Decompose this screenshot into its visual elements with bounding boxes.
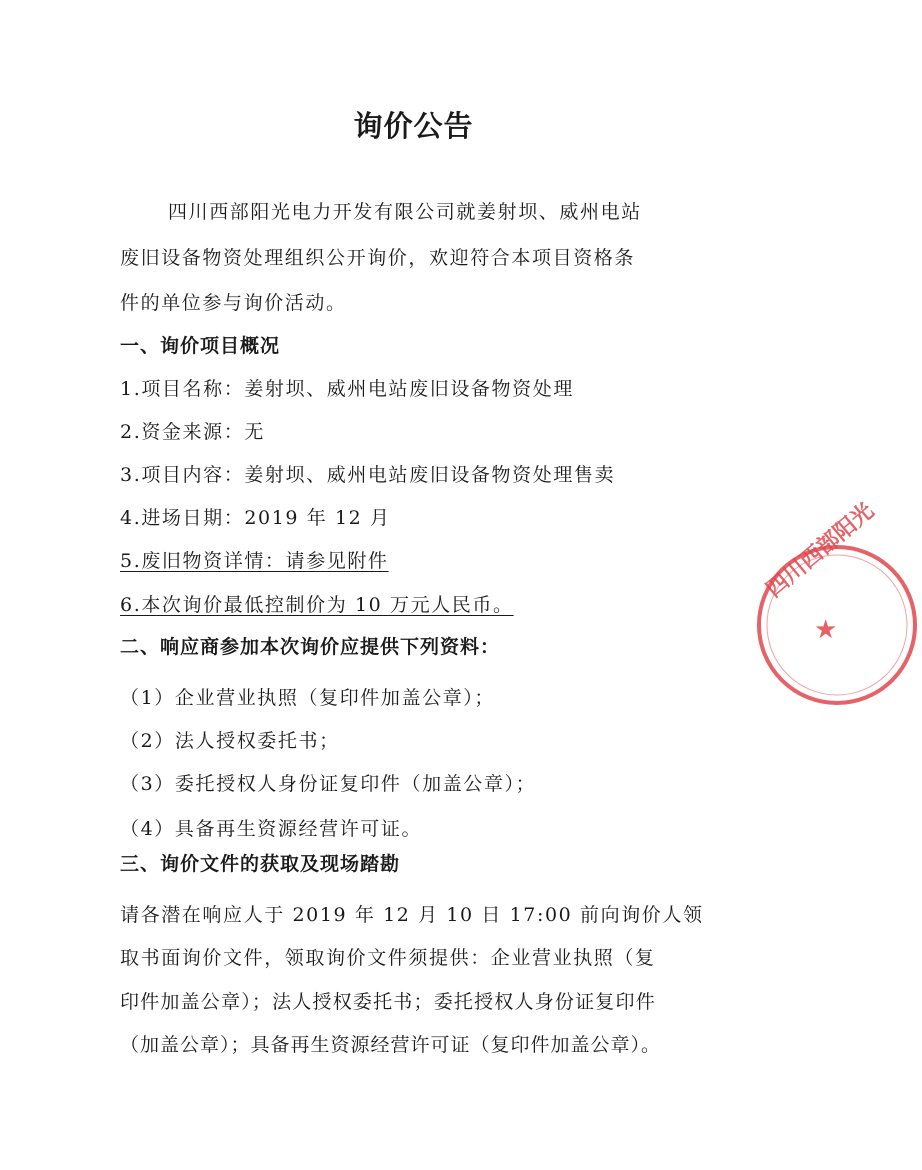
page-title: 询价公告 [353,109,474,143]
section-heading-materials: 二、响应商参加本次询价应提供下列资料： [120,636,501,658]
overview-item: 2.资金来源：无 [120,421,265,443]
intro-line: 四川西部阳光电力开发有限公司就姜射坝、威州电站 [168,201,642,223]
acquisition-line: 印件加盖公章）；法人授权委托书；委托授权人身份证复印件 [120,991,656,1013]
acquisition-line: （加盖公章）；具备再生资源经营许可证（复印件加盖公章）。 [120,1034,662,1056]
overview-item: 3.项目内容：姜射坝、威州电站废旧设备物资处理售卖 [120,464,616,486]
materials-item: （2）法人授权委托书； [120,730,340,752]
acquisition-line: 取书面询价文件，领取询价文件须提供：企业营业执照（复 [120,947,656,969]
materials-item: （4）具备再生资源经营许可证。 [120,818,423,840]
svg-text:★: ★ [814,615,838,645]
acquisition-line: 请各潜在响应人于 2019 年 12 月 10 日 17:00 前向询价人领 [120,904,704,926]
intro-line: 废旧设备物资处理组织公开询价，欢迎符合本项目资格条 [120,247,636,269]
materials-item: （3）委托授权人身份证复印件（加盖公章）； [120,773,537,795]
company-seal [752,498,922,710]
intro-line: 件的单位参与询价活动。 [120,292,347,314]
section-heading-overview: 一、询价项目概况 [120,335,281,357]
section-heading-acquisition: 三、询价文件的获取及现场踏勘 [120,853,401,875]
overview-item-underlined: 5.废旧物资详情：请参见附件 [120,550,389,572]
overview-item: 4.进场日期：2019 年 12 月 [120,507,391,529]
overview-item-underlined: 6.本次询价最低控制价为 10 万元人民币。 [120,594,514,616]
overview-item: 1.项目名称：姜射坝、威州电站废旧设备物资处理 [120,378,574,400]
seal-text: 四川西部阳光 [761,498,879,603]
materials-item: （1）企业营业执照（复印件加盖公章）； [120,687,495,709]
